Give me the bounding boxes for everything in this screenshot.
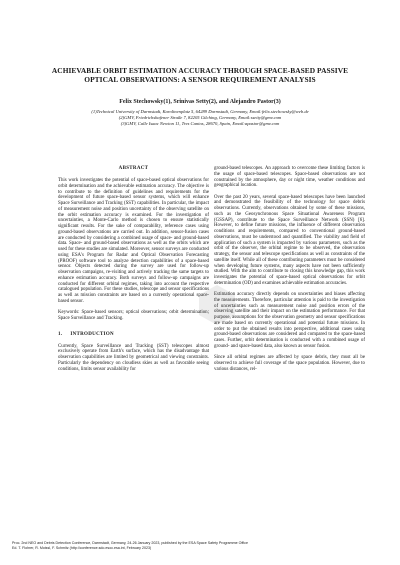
right-paragraph-3: Estimation accuracy directly depends on uncertainties and biases affecting the measurements. Therefore, particular attention is paid to the investigation of uncertainties such as measurement noise and position errors of the observing satellite and their impact on the estimation performance. For that purpose, assumptions for the observation geometry and sensor specifications are made based on currently operational and potential future missions. In order to put the obtained results into perspective, additional cases using ground-based observations are considered and compared to the space-based cases. Further, orbit determination is conducted with a combined usage of ground- and space-based data, also known as sensor fusion.: [214, 292, 365, 349]
right-paragraph-4: Since all orbital regimes are affected by space debris, they must all be observed to achieve full coverage of the space population. However, due to various distances, rel-: [214, 355, 365, 372]
section-title: INTRODUCTION: [70, 331, 114, 337]
paper-title: [40, 66, 360, 85]
footer-line-1: Proc. 2nd NEO and Debris Detection Conference, Darmstadt, Germany, 24-26 January 2023, published by the ESA Space Safety Programme Office: [12, 541, 248, 545]
introduction-paragraph-1: Currently, Space Surveillance and Tracking (SST) telescopes almost exclusively operate from Earth's surface, which has the disadvantage that observation capabilities are limited by geometrical and viewing constraints. Particularly the dependency on cloudless skies as well as favorable seeing conditions, limits sensor availability for: [58, 343, 209, 372]
page-footer: [12, 541, 392, 550]
keywords: Keywords: Space-based sensors; optical observations; orbit determination; Space Surveillance and Tracking.: [58, 310, 209, 321]
abstract-text: This work investigates the potential of space-based optical observations for orbit determination and the achievable estimation accuracy. The objective is to contribute to the definition of guidelines and requirements for the development of future space-based sensor systems, which will enhance Space Surveillance and Tracking (SST) capabilities. In particular, the impact of measurement noise and position uncertainty of the observing satellite on the orbit estimation accuracy is examined. For the investigation of uncertainties, a Monte-Carlo method is chosen to ensure statistically significant results. For the sake of comparability, reference cases using ground-based observations are carried out. In addition, sensor-fusion cases are conducted by considering a combined usage of space- and ground-based data. Space- and ground-based observations as well as the orbits which are used for these studies are simulated. Moreover, sensor surveys are conducted using ESA's Program for Radar and Optical Observation Forecasting (PROOF) software tool to analyze detection capabilities of a space-based sensor. Objects detected during the survey are used for follow-up observation campaigns, re-visiting and actively tracking the same targets to enhance estimation accuracy. Both surveys and follow-up campaigns are conducted for different orbital regimes, taking into account the respective catalogued population. For these studies, telescope and sensor specifications as well as mission constraints are based on a currently operational space-based sensor.: [58, 178, 209, 304]
title-line-2: OPTICAL OBSERVATIONS: A SENSOR REQUIREMENT ANALYSIS: [84, 75, 316, 85]
right-paragraph-2: Over the past 20 years, several space-based telescopes have been launched and demonstrated the feasibility of the technology for space debris observations. Currently, observations obtained by some of these missions, such as the Geosynchronous Space Situational Awareness Program (GSSAP), contribute to the Space Surveillance Network (SSN) [6]. However, to define future missions, the influence of different observation conditions and requirements, compared to conventional ground-based observations, must be understood and quantified. The viability and field of application of such a system is impacted by various parameters, such as the orbit of the observer, the orbital regime to be observed, the observation strategy, the sensor and telescope specifications as well as constraints of the satellite itself. While all of these contributing parameters must be considered when developing future systems, many aspects have not been sufficiently studied. With the aim to contribute to closing this knowledge gap, this work investigates the potential of space-based optical observations for orbit determination (OD) and examines achievable estimation accuracies.: [214, 194, 365, 286]
introduction-heading: [58, 332, 209, 338]
right-paragraph-1: ground-based telescopes. An approach to overcome these limiting factors is the usage of space-based telescopes. Space-based observations are not constrained by the atmosphere, day or night time, weather conditions and geographical location.: [214, 166, 365, 189]
affiliations: [60, 109, 340, 126]
affiliation-3: (3)GMV, Calle Isaac Newton 11, Tres Cantos, 28670, Spain, Email:apastor@gmv.com: [120, 120, 280, 126]
affiliation-1: (1)Technical University of Darmstadt, Karolinenplatz 5, 64289 Darmstadt, Germany, Email:felix.stechowsky@web.de: [91, 109, 309, 114]
left-column: [58, 166, 209, 378]
section-number: 1.: [58, 331, 63, 337]
abstract-heading: ABSTRACT: [118, 166, 149, 171]
right-column: [214, 166, 365, 378]
footer-line-2: Ed. T. Flohrer, R. Moissl, F. Schmitz (http://conference.sdo.esoc.esa.int, February 2023): [12, 545, 152, 550]
affiliation-2: (2)GMV, Friedrichshafener Straße 7, 82205 Gilching, Germany, Email:ssetty@gmv.com: [118, 114, 282, 120]
author-list: Felix Stechowsky(1), Srinivas Setty(2), and Alejandro Pastor(3): [119, 99, 281, 105]
title-line-1: ACHIEVABLE ORBIT ESTIMATION ACCURACY THROUGH SPACE-BASED PASSIVE: [51, 66, 349, 75]
